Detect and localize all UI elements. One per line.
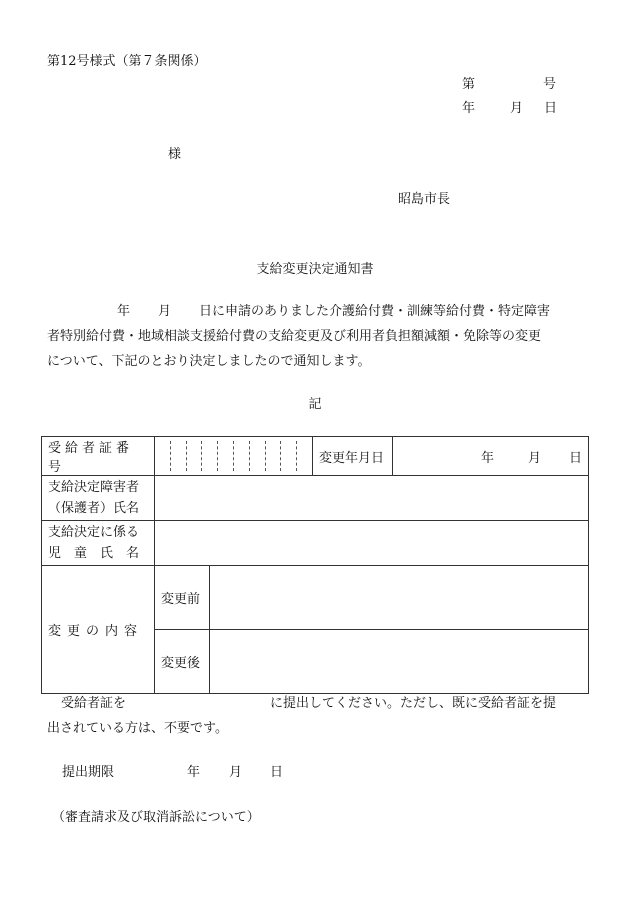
change-date-label: 変更年月日 [313, 437, 393, 476]
child-label-2: 児 童 氏 名 [48, 546, 140, 561]
addressee-honorific: 様 [168, 147, 182, 162]
disabled-person-label-1: 支給決定障害者 [48, 480, 140, 495]
digit-box [297, 441, 312, 471]
child-name-field[interactable] [155, 521, 589, 566]
page-title: 支給変更決定通知書 [256, 262, 374, 277]
recipient-number-label: 受給者証番号 [42, 437, 155, 476]
submit-part2: に提出してください。ただし、既に受給者証を提 [270, 696, 557, 711]
body-day-text: 日に申請のありました介護給付費・訓練等給付費・特定障害 [199, 304, 551, 319]
recipient-number-boxes [155, 437, 313, 476]
submit-part3: 出されている方は、不要です。 [47, 721, 228, 736]
deadline-year: 年 [187, 765, 201, 780]
digit-box [250, 441, 266, 471]
body-text [47, 299, 583, 374]
disabled-person-name-field[interactable] [155, 476, 589, 521]
digit-box [218, 441, 234, 471]
disabled-person-label [42, 476, 155, 521]
digit-box [187, 441, 203, 471]
decision-table [41, 436, 589, 694]
change-date-value [393, 437, 589, 476]
digit-box [266, 441, 282, 471]
deadline-label: 提出期限 [62, 765, 115, 780]
submit-instructions [47, 691, 583, 741]
digit-box [202, 441, 218, 471]
date-year: 年 [462, 101, 476, 116]
change-date-year: 年 [480, 450, 494, 466]
body-month: 月 [158, 304, 172, 319]
body-line3: について、下記のとおり決定しましたので通知します。 [47, 354, 371, 369]
digit-box [155, 441, 171, 471]
change-content-label: 変更の内容 [42, 566, 155, 694]
after-label: 変更後 [155, 630, 210, 694]
child-label [42, 521, 155, 566]
submit-part1: 受給者証を [61, 696, 127, 711]
digit-box [171, 441, 187, 471]
digit-box [234, 441, 250, 471]
before-field[interactable] [210, 566, 589, 630]
after-field[interactable] [210, 630, 589, 694]
doc-number-label: 第 [462, 77, 476, 92]
deadline-day: 日 [270, 765, 284, 780]
deadline-month: 月 [229, 765, 243, 780]
date-day: 日 [544, 101, 558, 116]
form-number: 第12号様式（第７条関係） [47, 54, 207, 69]
ki-marker: 記 [308, 397, 322, 412]
body-line2: 者特別給付費・地域相談支援給付費の支給変更及び利用者負担額減額・免除等の変更 [47, 329, 542, 344]
appeal-heading: （審査請求及び取消訴訟について） [52, 810, 260, 825]
digit-box [281, 441, 297, 471]
disabled-person-label-2: （保護者）氏名 [48, 501, 140, 516]
doc-number-suffix: 号 [543, 77, 557, 92]
child-label-1: 支給決定に係る [48, 525, 140, 540]
before-label: 変更前 [155, 566, 210, 630]
sender-name: 昭島市長 [398, 192, 451, 207]
change-date-month: 月 [527, 450, 541, 466]
change-date-day: 日 [568, 450, 582, 466]
body-year: 年 [117, 304, 131, 319]
date-month: 月 [510, 101, 524, 116]
